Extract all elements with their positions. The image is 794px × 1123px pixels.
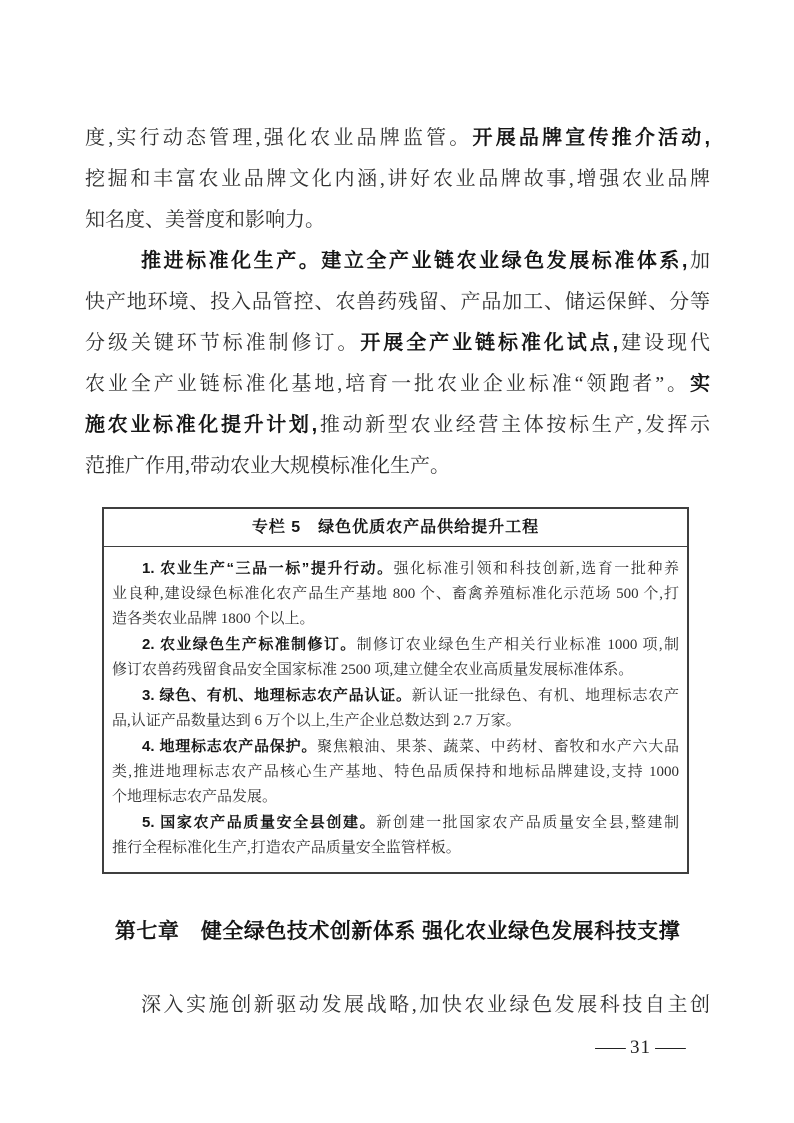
bold-text-run: 1. 农业生产“三品一标”提升行动。 (142, 560, 394, 577)
text-line (112, 734, 679, 760)
footer-dash-left: — (595, 1037, 626, 1058)
page-number: 31 (630, 1037, 651, 1058)
text-line (112, 785, 679, 810)
text-run: 个地理标志农产品发展。 (112, 789, 278, 805)
box-item-1 (112, 556, 679, 632)
page-footer (85, 1035, 710, 1061)
text-run: 挖掘和丰富农业品牌文化内涵,讲好农业品牌故事,增强农业品牌 (85, 168, 710, 190)
closing-paragraph (85, 985, 710, 1026)
text-run: 业良种,建设绿色标准化农产品生产基地 800 个、畜禽养殖标准化示范场 500 个,打 (112, 586, 679, 602)
bold-text-run: 施农业标准化提升计划, (85, 414, 318, 436)
text-run: 类,推进地理标志农产品核心生产基地、特色品质保持和地标品牌建设,支持 1000 (112, 764, 679, 780)
text-line (85, 446, 710, 487)
box-item-3 (112, 683, 679, 734)
text-line (85, 159, 710, 200)
feature-box-title: 专栏 5 绿色优质农产品供给提升工程 (104, 509, 687, 547)
box-item-5 (112, 810, 679, 861)
text-run: 快产地环境、投入品管控、农兽药残留、产品加工、储运保鲜、分等 (85, 291, 710, 313)
text-line (112, 607, 679, 632)
text-run: 范推广作用,带动农业大规模标准化生产。 (85, 455, 450, 477)
paragraph-standardized-production (85, 241, 710, 487)
text-line (85, 364, 710, 405)
text-line (85, 985, 710, 1026)
text-line (85, 282, 710, 323)
text-line (112, 836, 679, 861)
text-run: 加 (687, 250, 711, 272)
text-run: 品,认证产品数量达到 6 万个以上,生产企业总数达到 2.7 万家。 (112, 713, 521, 729)
bold-text-run: 5. 国家农产品质量安全县创建。 (142, 814, 377, 831)
bold-text-run: 实 (690, 373, 710, 395)
text-run: 新认证一批绿色、有机、地理标志农产 (411, 688, 679, 704)
text-run: 建设现代 (618, 332, 711, 354)
text-line (112, 709, 679, 734)
text-line (85, 323, 710, 364)
bold-text-run: 开展品牌宣传推介活动, (472, 127, 710, 149)
text-line (112, 582, 679, 607)
text-run: 分级关键环节标准制修订。 (85, 332, 361, 354)
text-run: 强化标准引领和科技创新,选育一批种养 (393, 561, 679, 577)
bold-text-run: 开展全产业链标准化试点, (360, 332, 619, 354)
bold-text-run: 3. 绿色、有机、地理标志农产品认证。 (142, 687, 412, 704)
text-line (112, 810, 679, 836)
text-run: 农业全产业链标准化基地,培育一批农业企业标准“领跑者”。 (85, 373, 690, 395)
text-line (85, 118, 710, 159)
text-run: 推行全程标准化生产,打造农产品质量安全监管样板。 (112, 840, 461, 856)
bold-text-run: 推进标准化生产。建立全产业链农业绿色发展标准体系, (141, 250, 688, 272)
text-run: 知名度、美誉度和影响力。 (85, 209, 325, 231)
text-run: 新创建一批国家农产品质量安全县,整建制 (376, 815, 679, 831)
box-item-4 (112, 734, 679, 810)
text-line (112, 683, 679, 709)
footer-dash-right: — (655, 1037, 686, 1058)
paragraph-brand-management (85, 118, 710, 241)
text-run: 造各类农业品牌 1800 个以上。 (112, 611, 315, 627)
text-line (112, 632, 679, 658)
text-run: 修订农兽药残留食品安全国家标准 2500 项,建立健全农业高质量发展标准体系。 (112, 662, 634, 678)
text-line (112, 556, 679, 582)
feature-box-column-5 (102, 507, 689, 874)
text-line (85, 241, 710, 282)
text-line (85, 200, 710, 241)
text-run: 聚焦粮油、果茶、蔬菜、中药材、畜牧和水产六大品 (317, 739, 679, 755)
text-line (85, 405, 710, 446)
bold-text-run: 4. 地理标志农产品保护。 (142, 738, 318, 755)
chapter-heading: 第七章 健全绿色技术创新体系 强化农业绿色发展科技支撑 (114, 920, 681, 943)
text-line (112, 658, 679, 683)
text-run: 推动新型农业经营主体按标生产,发挥示 (317, 414, 711, 436)
box-item-2 (112, 632, 679, 683)
text-run: 制修订农业绿色生产相关行业标准 1000 项,制 (356, 637, 679, 653)
feature-box-body (104, 547, 687, 872)
text-run: 度,实行动态管理,强化农业品牌监管。 (85, 127, 473, 149)
text-run: 深入实施创新驱动发展战略,加快农业绿色发展科技自主创 (141, 994, 710, 1016)
text-line (112, 760, 679, 785)
bold-text-run: 2. 农业绿色生产标准制修订。 (142, 636, 357, 653)
